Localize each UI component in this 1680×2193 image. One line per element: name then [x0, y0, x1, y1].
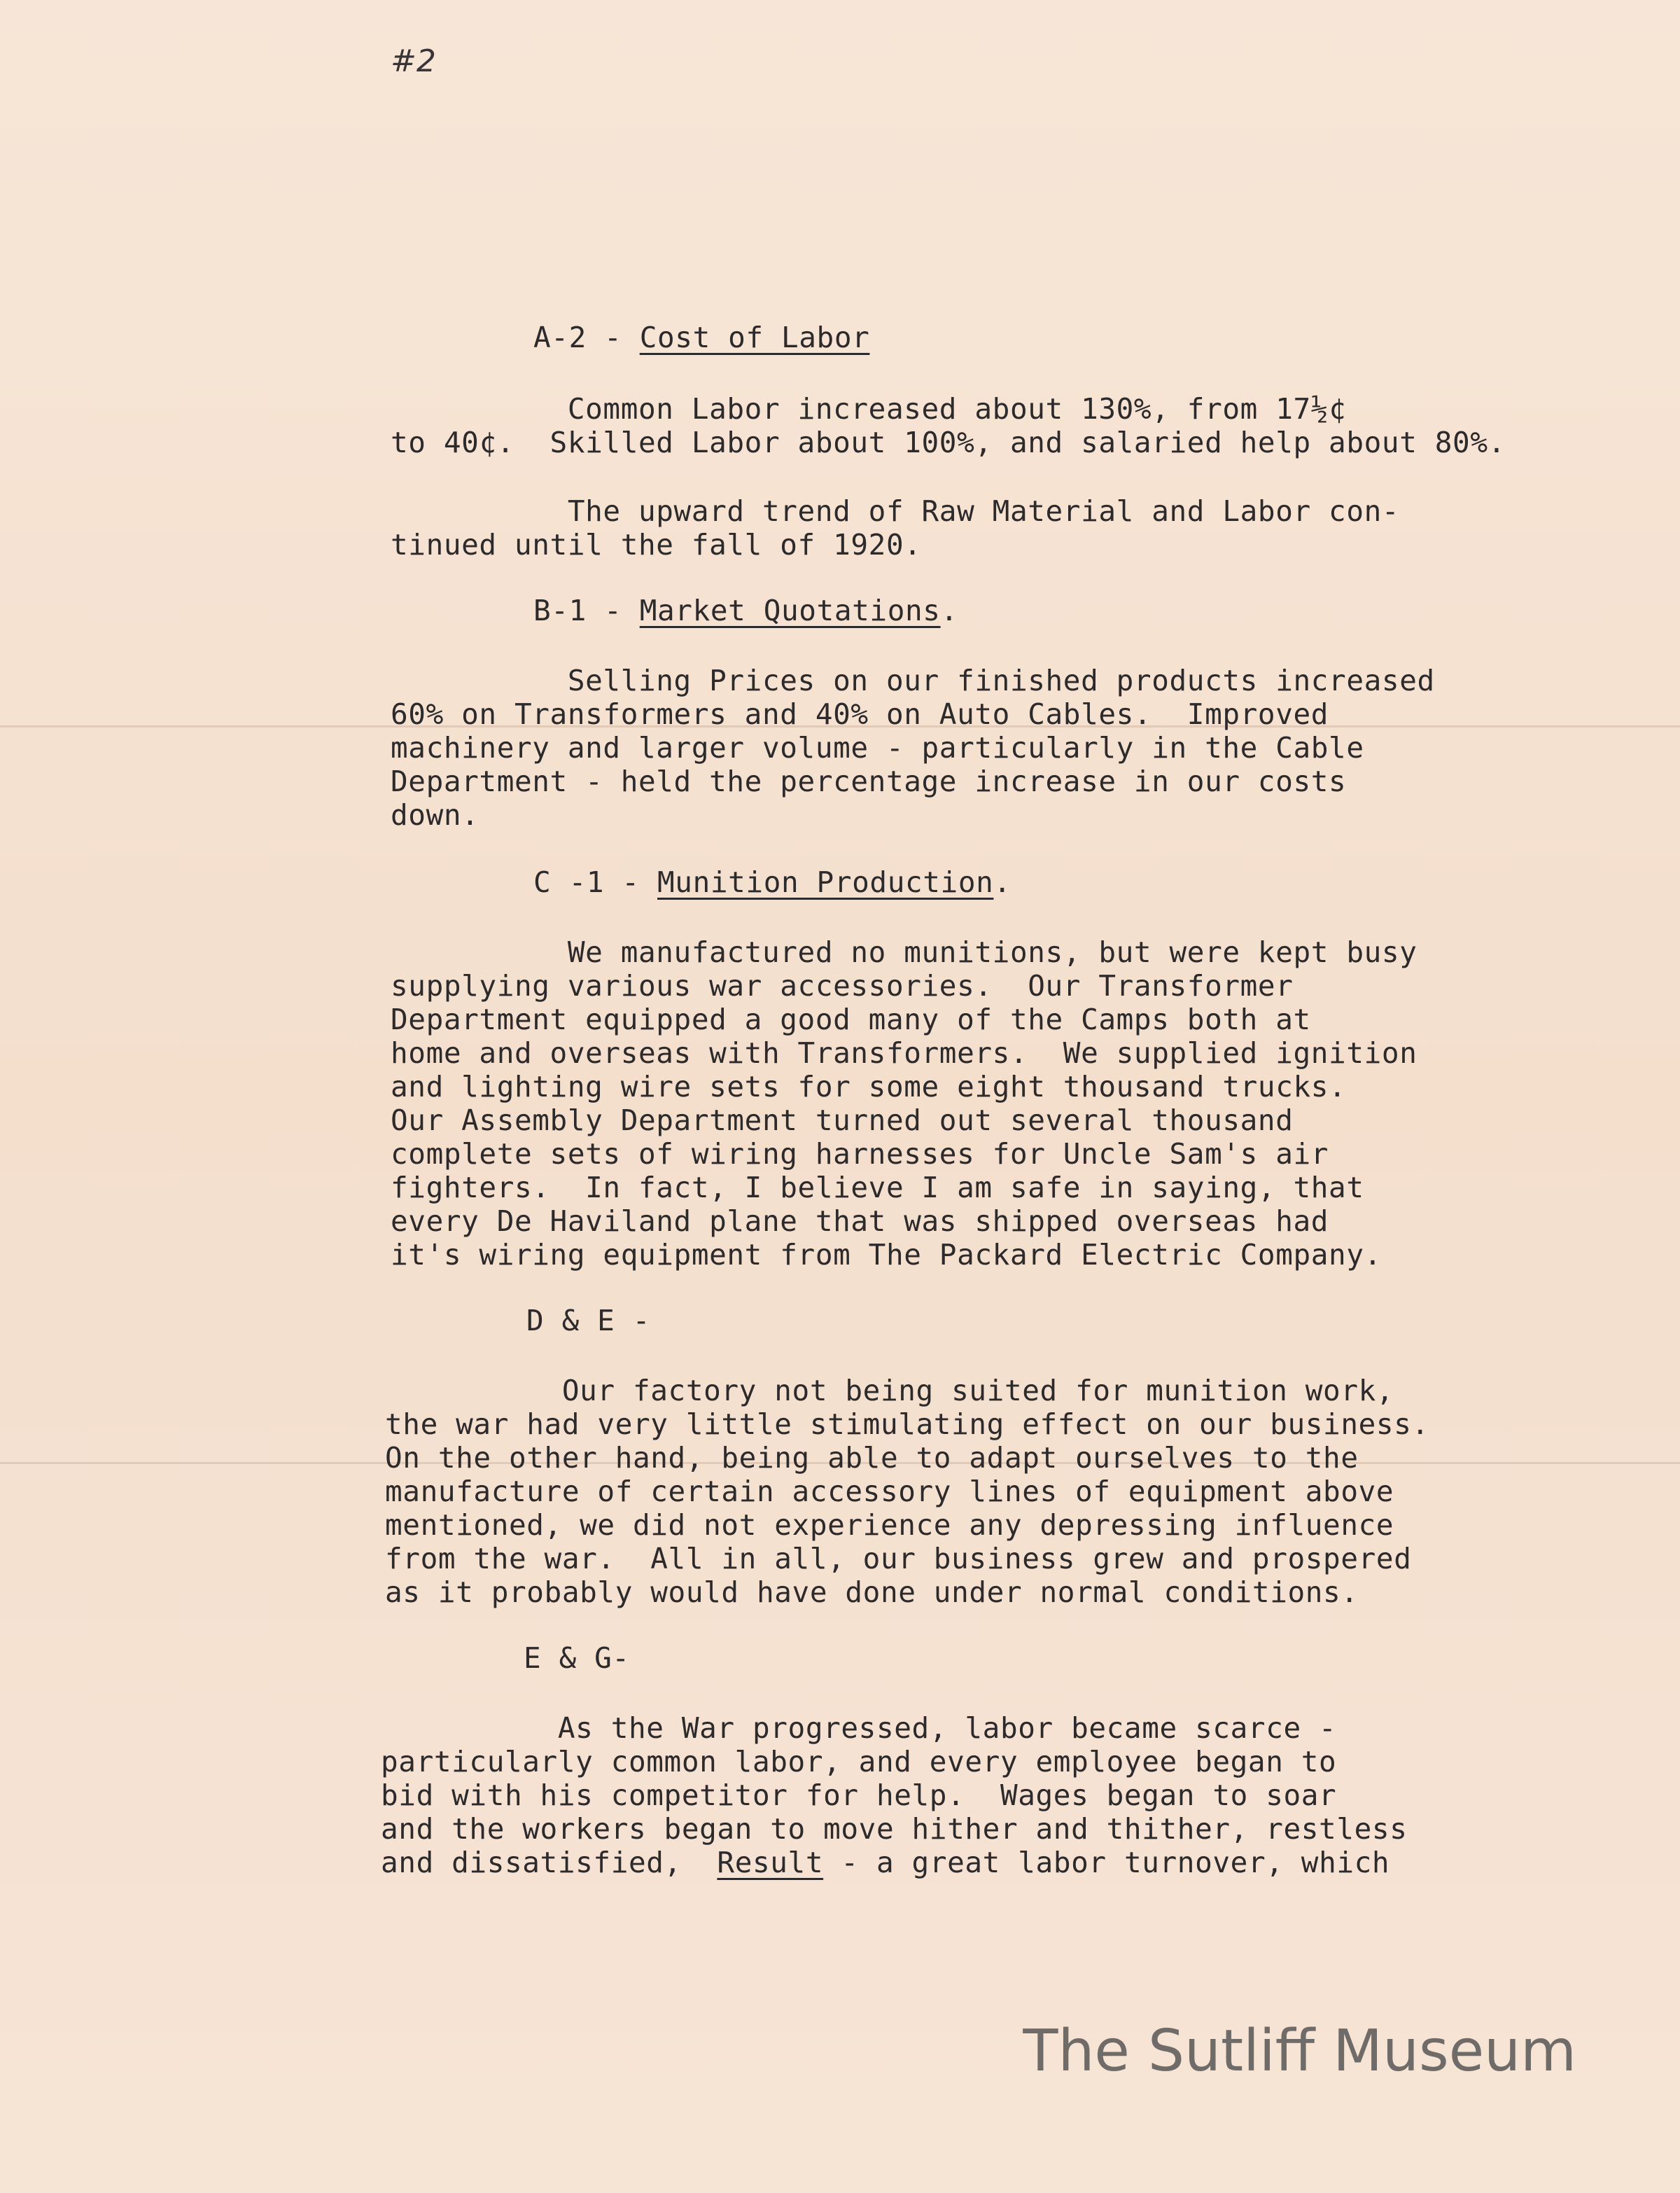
section-title: Cost of Labor	[639, 321, 870, 354]
museum-watermark: The Sutliff Museum	[1023, 2018, 1576, 2084]
section-heading-de: D & E -	[526, 1304, 650, 1337]
underlined-word: Result	[717, 1846, 824, 1879]
paragraph: We manufactured no munitions, but were kept busy supplying various war accessories. Our Transformer Department equipped a good many of the Camps both at home and overseas with Transformers. We supplied ignition and lighting wire sets for some eight thousand trucks. Our Assembly Department turned out several thousand complete sets of wiring harnesses for Uncle Sam's air fighters. In fact, I believe I am safe in saying, that every De Haviland plane that was shipped overseas had it's wiring equipment from The Packard Electric Company.	[391, 935, 1418, 1272]
section-heading-c1: C -1 - Munition Production.	[533, 865, 1011, 899]
section-heading-a2: A-2 - Cost of Labor	[533, 321, 870, 354]
section-title: Market Quotations	[639, 594, 941, 627]
paragraph: The upward trend of Raw Material and Labor con- tinued until the fall of 1920.	[391, 494, 1400, 562]
paragraph-last-line: and dissatisfied, Result - a great labor turnover, which	[381, 1846, 1390, 1879]
section-heading-b1: B-1 - Market Quotations.	[533, 594, 958, 627]
page-number: #2	[391, 43, 436, 79]
paragraph: Selling Prices on our finished products increased 60% on Transformers and 40% on Auto Cables. Improved machinery and larger volume - particularly in the Cable Department - held the percentage increase in our costs down.	[391, 664, 1435, 832]
paragraph: Our factory not being suited for munition work, the war had very little stimulating effect on our business. On the other hand, being able to adapt ourselves to the manufacture of certain accessory lines of equipment above mentioned, we did not experience any depressing influence from the war. All in all, our business grew and prospered as it probably would have done under normal conditions.	[385, 1374, 1429, 1609]
section-heading-eg: E & G-	[524, 1641, 630, 1675]
paragraph: As the War progressed, labor became scarce - particularly common labor, and every employee began to bid with his competitor for help. Wages began to soar and the workers began to move hither and thither, restless	[381, 1711, 1408, 1846]
paragraph: Common Labor increased about 130%, from 17½¢ to 40¢. Skilled Labor about 100%, and salaried help about 80%.	[391, 392, 1506, 459]
section-title: Munition Production	[657, 865, 994, 899]
